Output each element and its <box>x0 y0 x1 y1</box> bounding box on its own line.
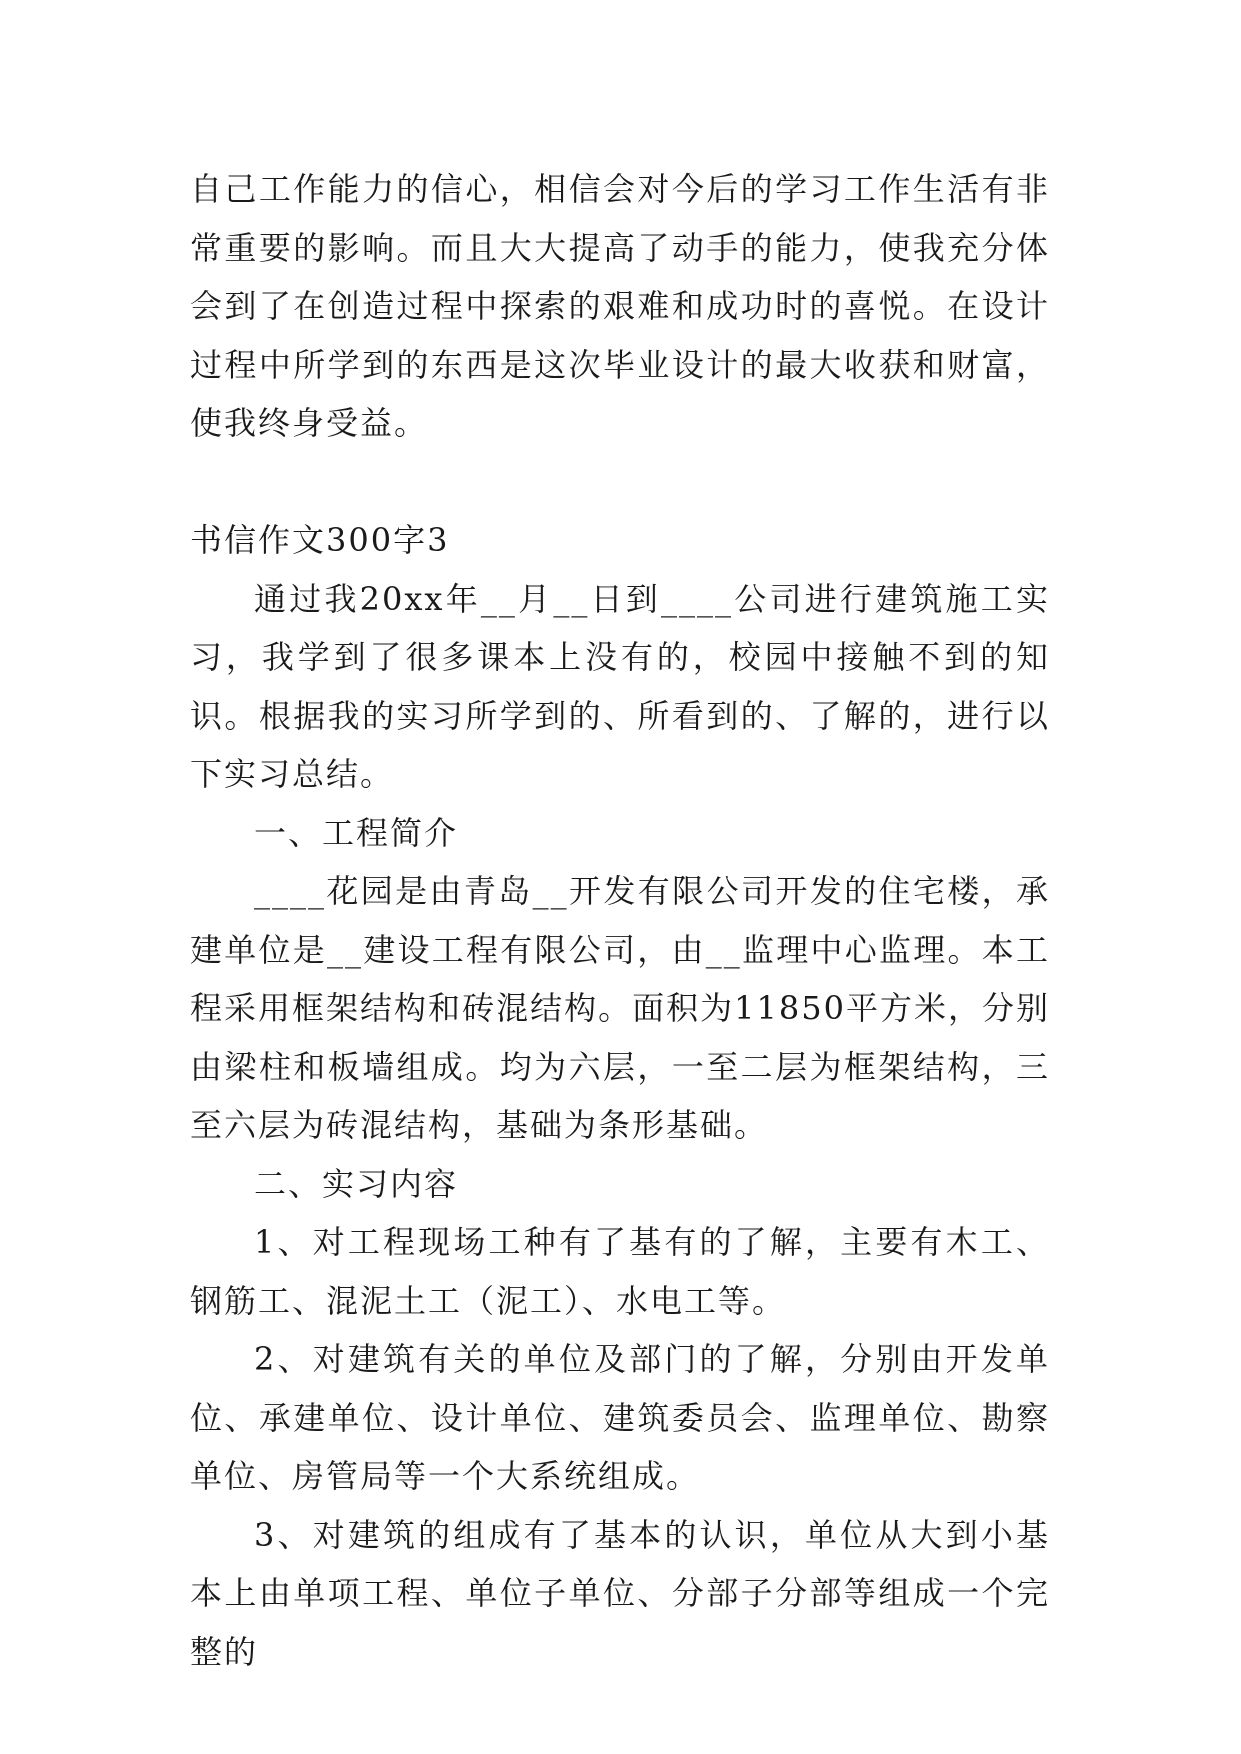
section-title: 书信作文300字3 <box>190 521 450 559</box>
continued-paragraph: 自己工作能力的信心，相信会对今后的学习工作生活有非常重要的影响。而且大大提高了动手的能力，使我充分体会到了在创造过程中探索的艰难和成功时的喜悦。在设计过程中所学到的东西是这次毕业设计的最大收获和财富，使我终身受益。 <box>190 170 1050 442</box>
paragraph-item-2: 2、对建筑有关的单位及部门的了解，分别由开发单位、承建单位、设计单位、建筑委员会、监理单位、勘察单位、房管局等一个大系统组成。 <box>190 1340 1050 1495</box>
paragraph-project-overview: ____花园是由青岛__开发有限公司开发的住宅楼，承建单位是__建设工程有限公司，由__监理中心监理。本工程采用框架结构和砖混结构。面积为11850平方米，分别由梁柱和板墙组成。均为六层，一至二层为框架结构，三至六层为砖混结构，基础为条形基础。 <box>190 872 1050 1144</box>
paragraph-intro: 通过我20xx年__月__日到____公司进行建筑施工实习，我学到了很多课本上没有的，校园中接触不到的知识。根据我的实习所学到的、所看到的、了解的，进行以下实习总结。 <box>190 579 1050 793</box>
heading-internship-content: 二、实习内容 <box>254 1164 459 1203</box>
paragraph-item-1: 1、对工程现场工种有了基有的了解，主要有木工、钢筋工、混泥土工（泥工）、水电工等。 <box>190 1223 1050 1320</box>
heading-project-overview: 一、工程简介 <box>254 813 459 852</box>
paragraph-item-3: 3、对建筑的组成有了基本的认识，单位从大到小基本上由单项工程、单位子单位、分部子分部等组成一个完整的 <box>190 1515 1050 1671</box>
document-body <box>190 160 1050 1681</box>
